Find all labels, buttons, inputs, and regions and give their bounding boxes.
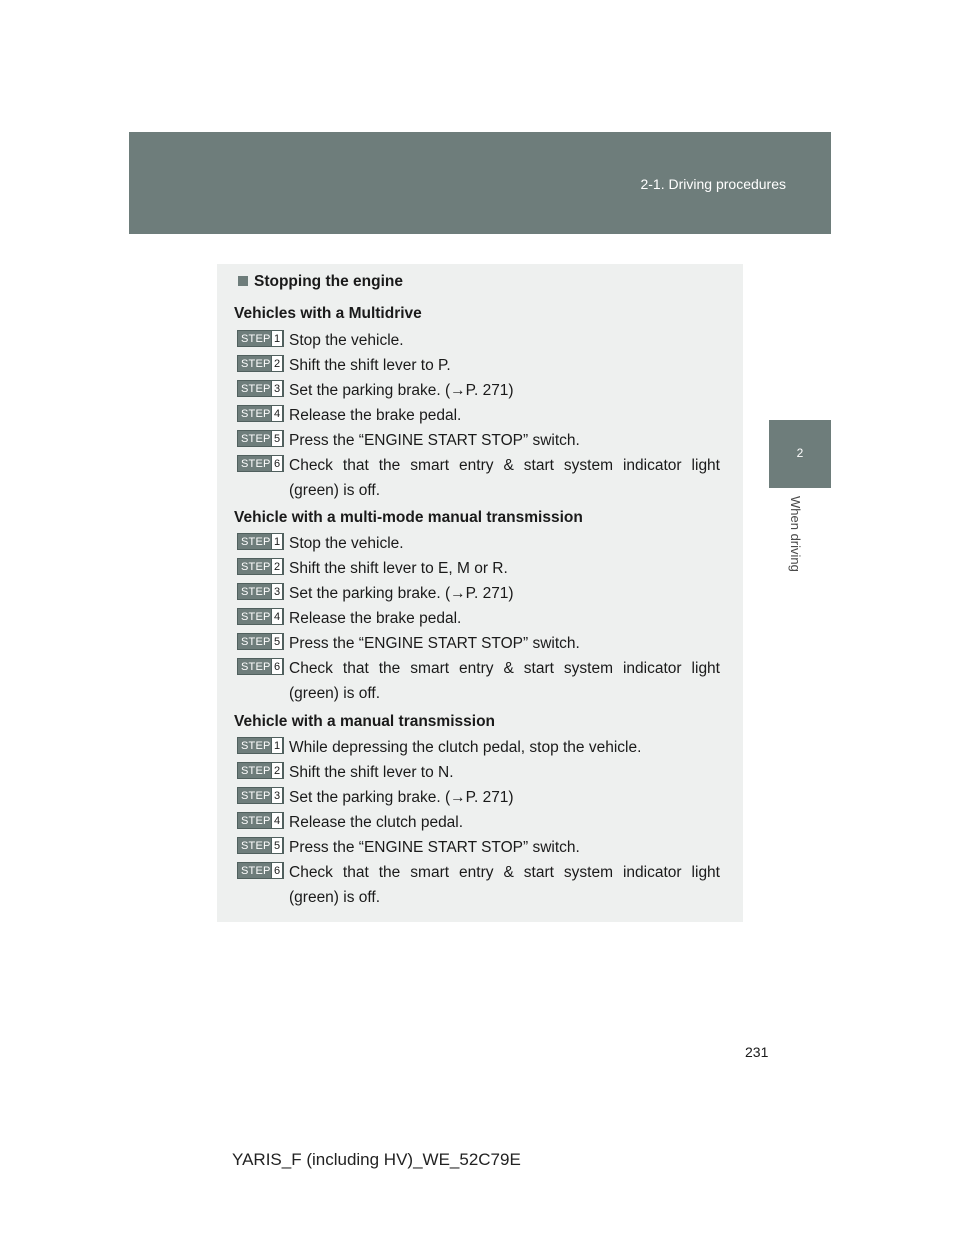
- step-badge: STEP 3: [237, 583, 284, 600]
- step-badge: STEP 6: [237, 862, 284, 879]
- step-text: Check that the smart entry & start system indicator light (green) is off.: [289, 457, 720, 499]
- step-badge: STEP 5: [237, 633, 284, 650]
- step-text: Release the brake pedal.: [289, 610, 462, 627]
- step-item: [237, 378, 720, 403]
- step-text: Press the “ENGINE START STOP” switch.: [289, 432, 580, 449]
- step-badge: STEP 2: [237, 355, 284, 372]
- step-badge: STEP 2: [237, 762, 284, 779]
- step-text: Check that the smart entry & start system indicator light (green) is off.: [289, 660, 720, 702]
- step-text: Shift the shift lever to E, M or R.: [289, 560, 508, 577]
- step-badge: STEP 5: [237, 837, 284, 854]
- group-heading: Vehicle with a manual transmission: [234, 713, 496, 730]
- step-item: [237, 353, 720, 378]
- group-heading: Vehicles with a Multidrive: [234, 305, 422, 322]
- step-badge: STEP 1: [237, 330, 284, 347]
- step-item: [237, 403, 720, 428]
- step-item: [237, 860, 720, 910]
- step-text: Set the parking brake. (→P. 271): [289, 789, 514, 806]
- chapter-tab: [769, 420, 831, 488]
- document-code: YARIS_F (including HV)_WE_52C79E: [232, 1150, 521, 1169]
- step-text: Press the “ENGINE START STOP” switch.: [289, 839, 580, 856]
- group-heading: Vehicle with a multi-mode manual transmission: [234, 509, 583, 526]
- step-badge: STEP 1: [237, 533, 284, 550]
- step-text: Shift the shift lever to N.: [289, 764, 454, 781]
- step-item: [237, 606, 720, 631]
- step-item: [237, 735, 720, 760]
- step-text: Release the clutch pedal.: [289, 814, 464, 831]
- section-title-header: 2-1. Driving procedures: [640, 176, 786, 192]
- step-item: [237, 531, 720, 556]
- step-badge: STEP 1: [237, 737, 284, 754]
- step-badge: STEP 3: [237, 380, 284, 397]
- step-text: Press the “ENGINE START STOP” switch.: [289, 635, 580, 652]
- step-item: [237, 835, 720, 860]
- step-badge: STEP 2: [237, 558, 284, 575]
- step-text: Set the parking brake. (→P. 271): [289, 585, 514, 602]
- step-item: [237, 785, 720, 810]
- step-text: Stop the vehicle.: [289, 332, 404, 349]
- step-item: [237, 556, 720, 581]
- step-badge: STEP 6: [237, 455, 284, 472]
- page-title: [238, 273, 403, 291]
- step-text: Shift the shift lever to P.: [289, 357, 451, 374]
- step-item: [237, 581, 720, 606]
- square-bullet-icon: [238, 276, 248, 286]
- step-item: [237, 328, 720, 353]
- step-item: [237, 656, 720, 706]
- step-item: [237, 631, 720, 656]
- step-text: Set the parking brake. (→P. 271): [289, 382, 514, 399]
- step-badge: STEP 6: [237, 658, 284, 675]
- step-item: [237, 760, 720, 785]
- step-badge: STEP 4: [237, 405, 284, 422]
- step-badge: STEP 5: [237, 430, 284, 447]
- step-item: [237, 453, 720, 503]
- step-text: Release the brake pedal.: [289, 407, 462, 424]
- page-number: 231: [745, 1044, 769, 1060]
- step-item: [237, 428, 720, 453]
- step-text: Check that the smart entry & start system indicator light (green) is off.: [289, 864, 720, 906]
- step-badge: STEP 4: [237, 608, 284, 625]
- chapter-number: 2: [796, 446, 804, 460]
- header-band: [129, 132, 831, 234]
- page-title-text: Stopping the engine: [254, 273, 403, 290]
- step-text: Stop the vehicle.: [289, 535, 404, 552]
- step-badge: STEP 4: [237, 812, 284, 829]
- step-text: While depressing the clutch pedal, stop the vehicle.: [289, 739, 642, 756]
- step-badge: STEP 3: [237, 787, 284, 804]
- chapter-label: When driving: [788, 496, 803, 572]
- step-item: [237, 810, 720, 835]
